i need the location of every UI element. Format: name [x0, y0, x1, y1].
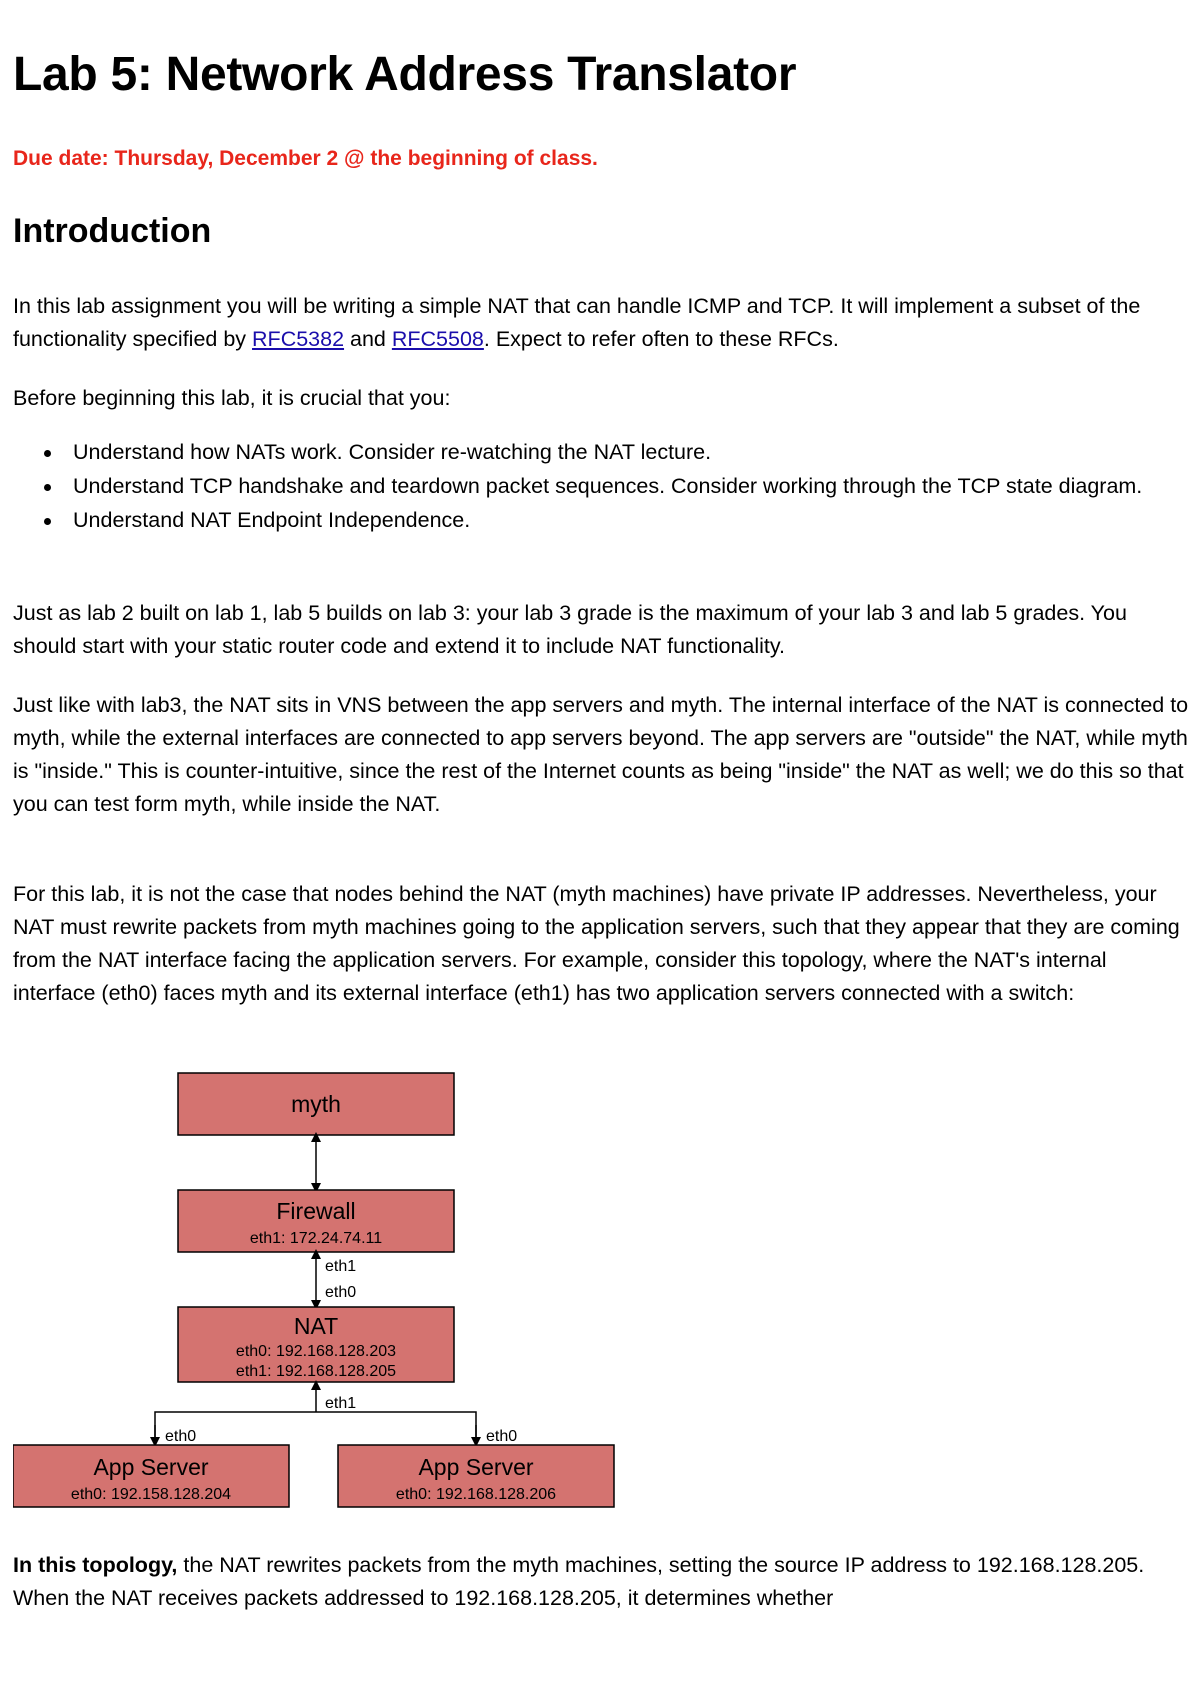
left-eth0-label: eth0 — [165, 1428, 197, 1445]
paragraph-nat-rewrite: For this lab, it is not the case that nodes behind the NAT (myth machines) have private IP addresses. Nevertheless, your NAT must rewrite packets from myth machines going to the application servers, such that they appear that they are coming from the NAT interface facing the application servers. For example, consider this topology, where the NAT's internal interface (eth0) faces myth and its external interface (eth1) has two application servers connected with a switch: — [13, 882, 1180, 1005]
intro-text-post: . Expect to refer often to these RFCs. — [483, 327, 839, 351]
topology-text: the NAT rewrites packets from the myth machines, setting the source IP address to 192.168.128.205. When the NAT receives packets addressed to 192.168.128.205, it determines whether — [13, 1553, 1145, 1610]
nat-ip-eth1: eth1: 192.168.128.205 — [235, 1363, 397, 1380]
nat-ip-eth0: eth0: 192.168.128.203 — [235, 1343, 397, 1360]
nat-node — [178, 1307, 454, 1382]
app-server-left — [13, 1445, 289, 1507]
topology-diagram — [13, 1065, 633, 1538]
app-server-right-label: App Server — [418, 1454, 534, 1480]
intro-text-pre: In this lab assignment you will be writing a simple NAT that can handle ICMP and TCP. It will implement a subset of the functionality specified by — [13, 294, 1141, 351]
rfc5508-link[interactable]: RFC5508 — [391, 327, 484, 351]
paragraph-lab-builds: Just as lab 2 built on lab 1, lab 5 builds on lab 3: your lab 3 grade is the maximum of your lab 3 and lab 5 grades. You should start with your static router code and extend it to include NAT functionality. — [13, 601, 1127, 658]
app-server-left-ip: eth0: 192.158.128.204 — [70, 1486, 232, 1503]
fw-nat-eth0-label: eth0 — [325, 1284, 357, 1301]
app-server-right-ip: eth0: 192.168.128.206 — [395, 1486, 557, 1503]
firewall-label: Firewall — [276, 1198, 356, 1224]
intro-heading: Introduction — [13, 212, 212, 250]
app-server-right — [338, 1445, 614, 1507]
paragraph-topology — [13, 1549, 1193, 1615]
switch-line — [155, 1412, 476, 1440]
intro-paragraph — [13, 290, 1193, 356]
nat-label: NAT — [293, 1313, 339, 1339]
intro-text-mid: and — [344, 327, 392, 351]
firewall-node — [178, 1190, 454, 1252]
nat-eth1-label: eth1 — [325, 1395, 357, 1412]
app-server-left-label: App Server — [93, 1454, 209, 1480]
due-date: Due date: Thursday, December 2 @ the beginning of class. — [13, 147, 598, 170]
firewall-ip: eth1: 172.24.74.11 — [249, 1230, 383, 1247]
rfc5382-link[interactable]: RFC5382 — [252, 327, 345, 351]
fw-nat-eth1-label: eth1 — [325, 1258, 357, 1275]
right-eth0-label: eth0 — [486, 1428, 518, 1445]
myth-label: myth — [291, 1091, 341, 1117]
list-item: Understand how NATs work. Consider re-watching the NAT lecture. — [73, 436, 1193, 469]
list-item: Understand NAT Endpoint Independence. — [73, 504, 1193, 537]
paragraph-nat-placement: Just like with lab3, the NAT sits in VNS between the app servers and myth. The internal interface of the NAT is connected to myth, while the external interfaces are connected to app servers beyond. The app servers are "outside" the NAT, while myth is "inside." This is counter-intuitive, since the rest of the Internet counts as being "inside" the NAT as well; we do this so that you can test form myth, while inside the NAT. — [13, 693, 1189, 816]
myth-node — [178, 1073, 454, 1135]
list-item: Understand TCP handshake and teardown packet sequences. Consider working through the TCP state diagram. — [73, 470, 1193, 503]
prereq-list — [13, 436, 1193, 538]
page-title: Lab 5: Network Address Translator — [13, 48, 797, 101]
prereq-intro: Before beginning this lab, it is crucial that you: — [13, 386, 451, 410]
topology-bold-lead: In this topology, — [13, 1553, 178, 1577]
